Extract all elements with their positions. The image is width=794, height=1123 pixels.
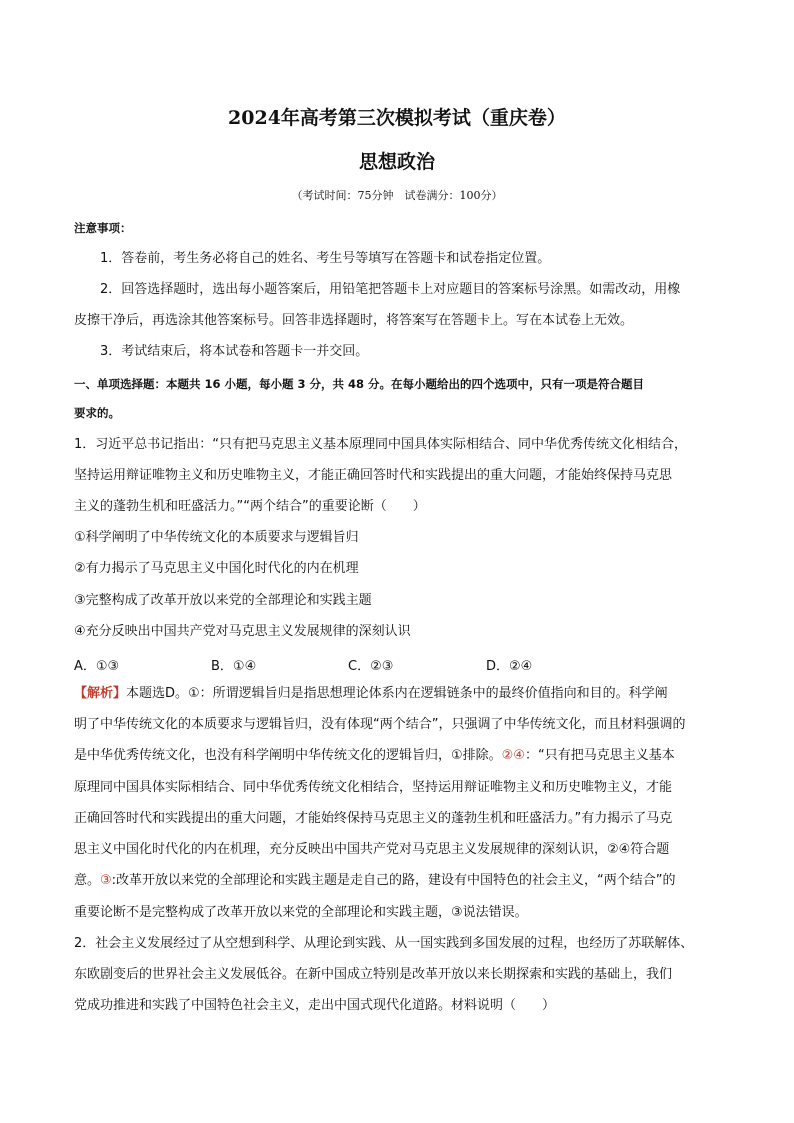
question-1-option-c: C．②③ bbox=[348, 659, 394, 674]
analysis-marker-24: ②④ bbox=[501, 748, 525, 763]
notice-item-2-line-2: 皮擦干净后，再选涂其他答案标号。回答非选择题时，将答案写在答题卡上。写在本试卷上无效。 bbox=[74, 313, 634, 328]
question-1-statement-3: ③完整构成了改革开放以来党的全部理论和实践主题 bbox=[74, 593, 372, 608]
analysis-text-3c: ：“只有把马克思主义基本 bbox=[524, 748, 675, 763]
question-1-line-2: 坚持运用辩证唯物主义和历史唯物主义，才能正确回答时代和实践提出的重大问题，才能始终保持马克思 bbox=[74, 468, 673, 483]
analysis-tag: 【解析】 bbox=[74, 686, 127, 701]
question-1-statement-2: ②有力揭示了马克思主义中国化时代化的内在机理 bbox=[74, 561, 359, 576]
analysis-text-7c: :改革开放以来党的全部理论和实践主题是走自己的路，建设有中国特色的社会主义，“两个结合”的 bbox=[111, 873, 676, 888]
question-2-line-2: 东欧剧变后的世界社会主义发展低谷。在新中国成立特别是改革开放以来长期探索和实践的基础上，我们 bbox=[74, 967, 673, 982]
subject-title: 思想政治 bbox=[358, 151, 435, 173]
analysis-text-3a: 是中华优秀传统文化，也没有科学阐明中华传统文化的逻辑旨归，①排除。 bbox=[74, 748, 502, 763]
analysis-line-8: 重要论断不是完整构成了改革开放以来党的全部理论和实践主题，③说法错误。 bbox=[74, 905, 528, 920]
analysis-line-3 bbox=[74, 748, 734, 764]
notice-item-3: 3．考试结束后，将本试卷和答题卡一并交回。 bbox=[100, 344, 369, 359]
analysis-line-6: 思主义中国化时代化的内在机理，充分反映出中国共产党对马克思主义发展规律的深刻认识，②④符合题 bbox=[74, 842, 670, 857]
question-1-option-a: A．①③ bbox=[74, 659, 120, 674]
question-1-option-d: D．②④ bbox=[486, 659, 533, 674]
analysis-line-1 bbox=[74, 686, 734, 702]
notice-item-1: 1．答卷前，考生务必将自己的姓名、考生号等填写在答题卡和试卷指定位置。 bbox=[100, 251, 551, 266]
analysis-line-2: 明了中华传统文化的本质要求与逻辑旨归，没有体现“两个结合”，只强调了中华传统文化，而且材料强调的 bbox=[74, 717, 686, 732]
section-heading-line-1: 一、单项选择题：本题共 16 小题，每小题 3 分，共 48 分。在每小题给出的四个选项中，只有一项是符合题目 bbox=[74, 377, 645, 391]
question-1-line-1: 1．习近平总书记指出：“只有把马克思主义基本原理同中国具体实际相结合、同中华优秀传统文化相结合， bbox=[74, 437, 688, 452]
section-heading-line-2: 要求的。 bbox=[74, 406, 120, 420]
analysis-text-7a: 意。 bbox=[74, 873, 101, 888]
question-1-statement-1: ①科学阐明了中华传统文化的本质要求与逻辑旨归 bbox=[74, 530, 359, 545]
analysis-marker-3: ③ bbox=[100, 873, 112, 888]
question-2-line-1: 2．社会主义发展经过了从空想到科学、从理论到实践、从一国实践到多国发展的过程，也经历了苏联解体、 bbox=[74, 936, 694, 951]
notice-heading: 注意事项： bbox=[74, 221, 132, 235]
question-2-line-3: 党成功推进和实践了中国特色社会主义，走出中国式现代化道路。材料说明（ ） bbox=[74, 998, 556, 1013]
exam-title: 2024年高考第三次模拟考试（重庆卷） bbox=[228, 107, 566, 129]
question-1-statement-4: ④充分反映出中国共产党对马克思主义发展规律的深刻认识 bbox=[74, 624, 411, 639]
question-1-line-3: 主义的蓬勃生机和旺盛活力。”“两个结合”的重要论断（ ） bbox=[74, 499, 426, 514]
notice-item-2-line-1: 2．回答选择题时，选出每小题答案后，用铅笔把答题卡上对应题目的答案标号涂黑。如需改动，用橡 bbox=[100, 282, 681, 297]
question-1-option-b: B．①④ bbox=[211, 659, 257, 674]
analysis-line-5: 正确回答时代和实践提出的重大问题，才能始终保持马克思主义的蓬勃生机和旺盛活力。”有力揭示了马克 bbox=[74, 811, 673, 826]
exam-time-score: （考试时间：75分钟 试卷满分：100分） bbox=[291, 189, 503, 202]
analysis-text-1: 本题选D。①：所谓逻辑旨归是指思想理论体系内在逻辑链条中的最终价值指向和目的。科学阐 bbox=[126, 686, 668, 701]
analysis-line-7 bbox=[74, 873, 734, 889]
analysis-line-4: 原理同中国具体实际相结合、同中华优秀传统文化相结合，坚持运用辩证唯物主义和历史唯物主义，才能 bbox=[74, 780, 673, 795]
